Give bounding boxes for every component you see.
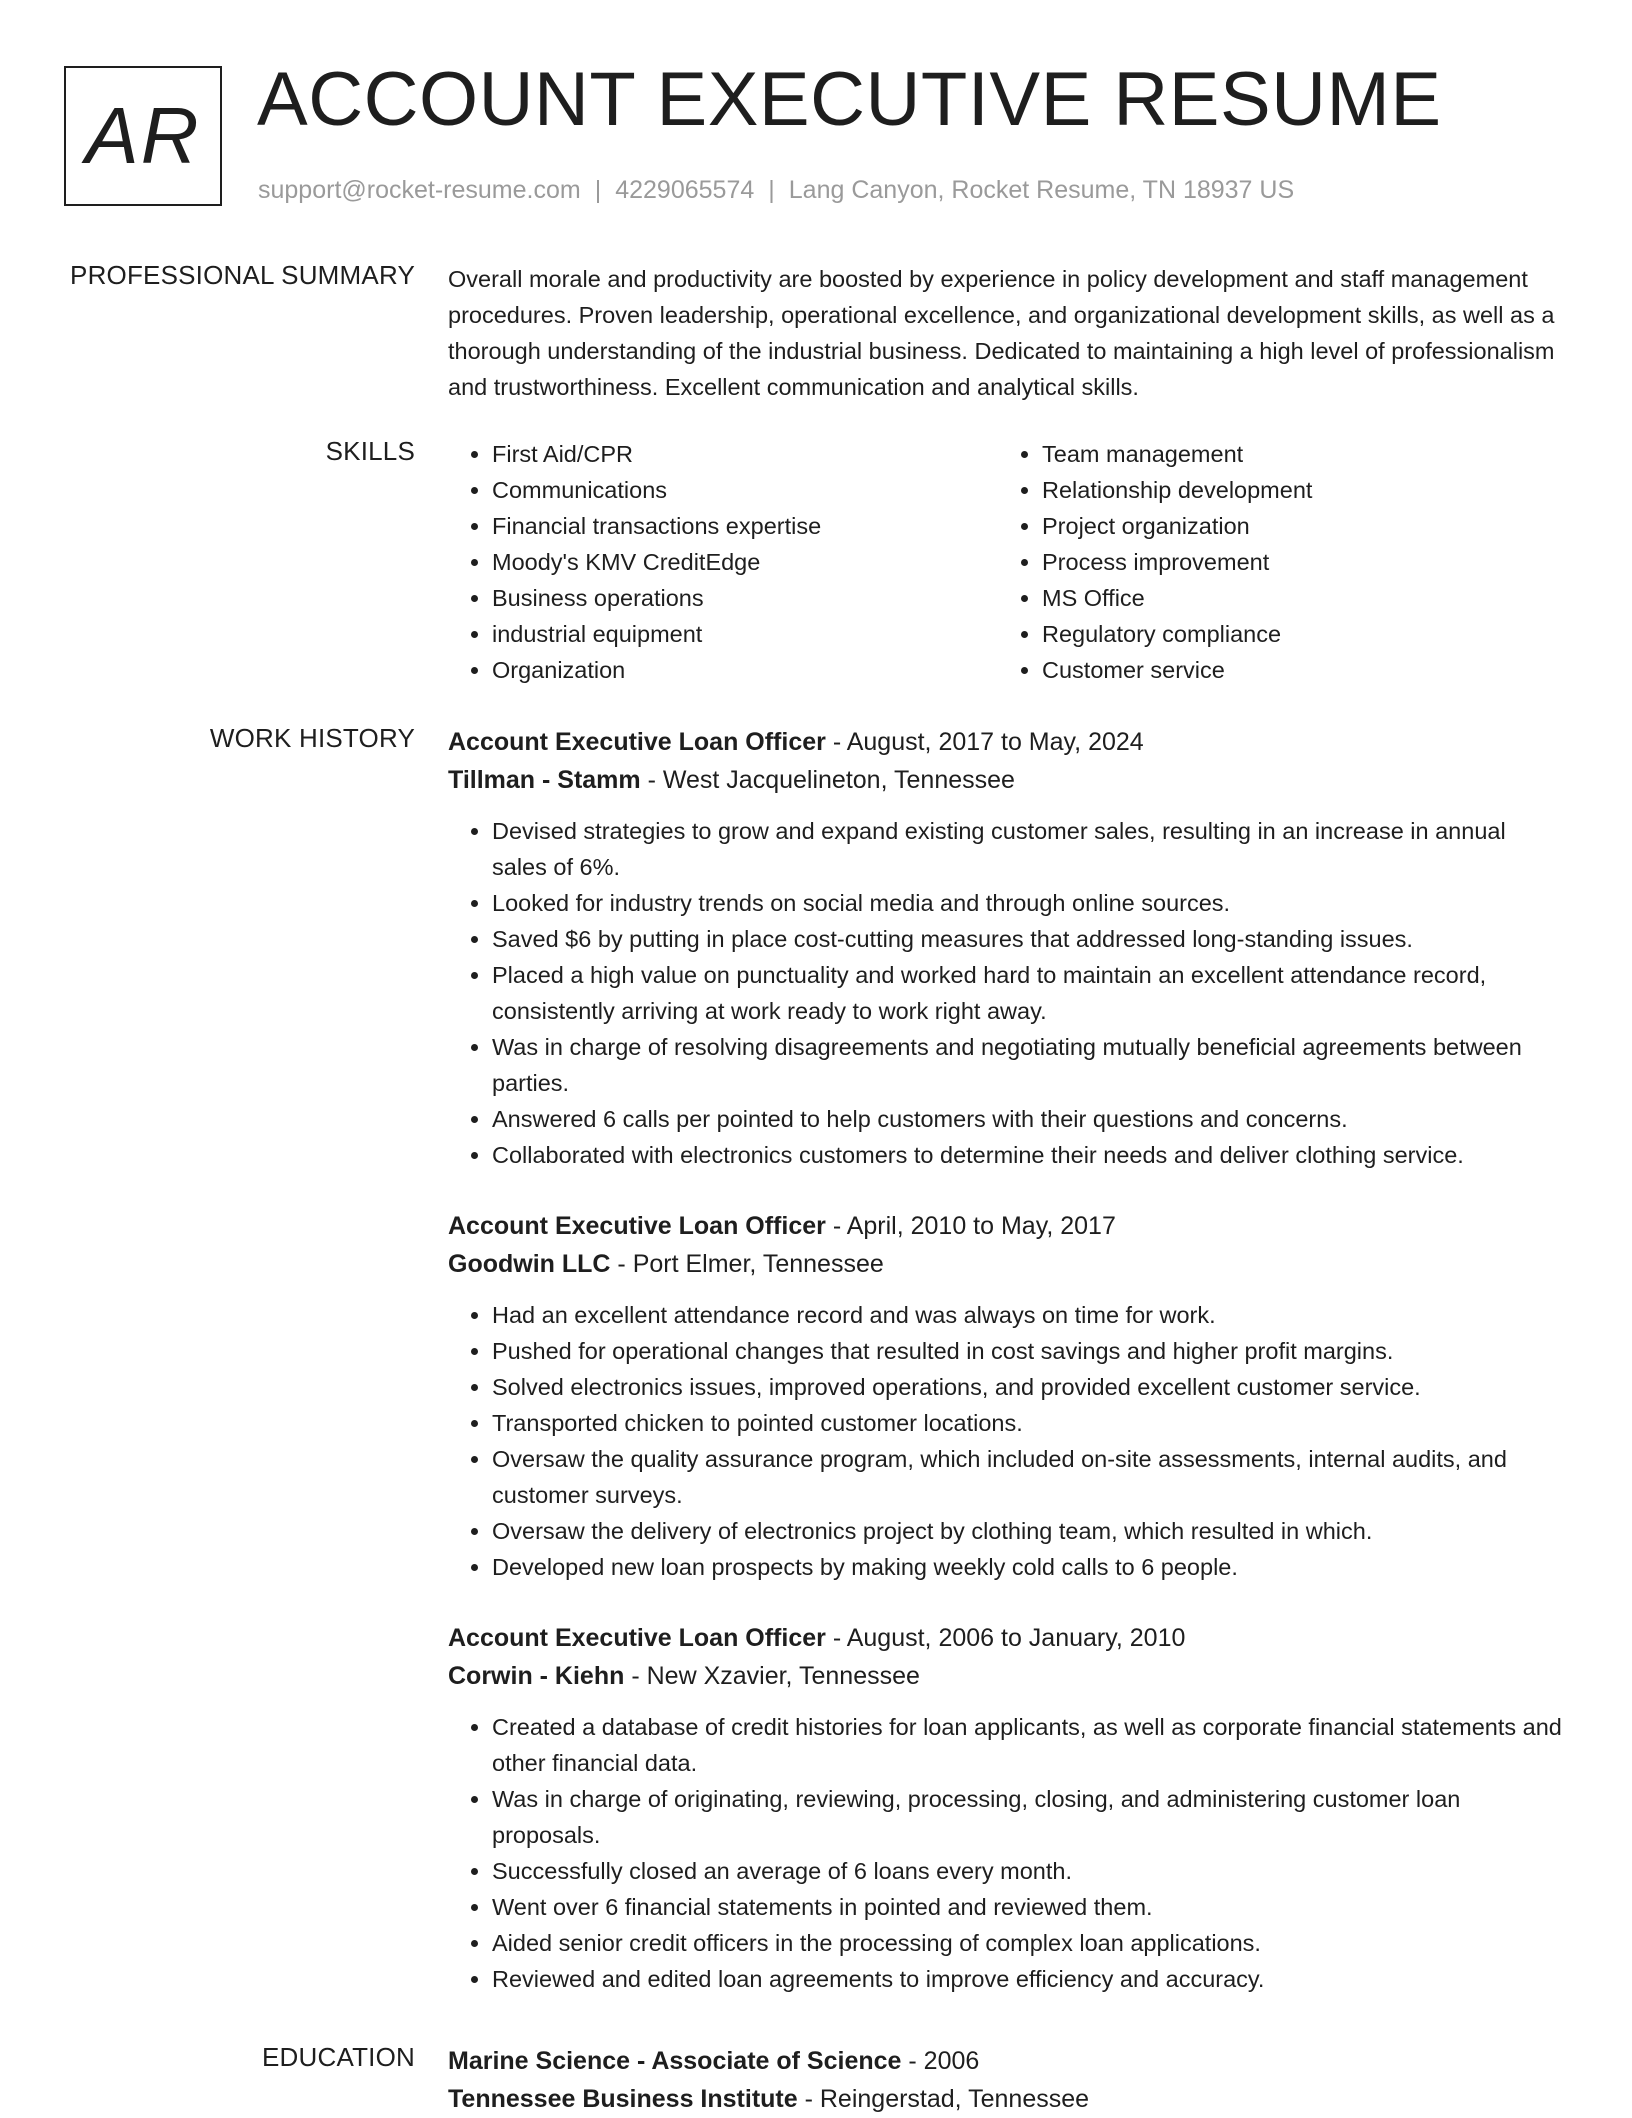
job-title: Account Executive Loan Officer [448,1624,826,1652]
job-location: - Port Elmer, Tennessee [617,1250,884,1278]
job-dates: - August, 2006 to January, 2010 [832,1624,1186,1652]
education-degree: Marine Science - Associate of Science [448,2047,902,2075]
job-entry [448,1207,1566,1585]
job-bullet: • Solved electronics issues, improved operations, and provided excellent customer service. [492,1369,1566,1405]
job-bullet: • Aided senior credit officers in the processing of complex loan applications. [492,1925,1566,1961]
job-entry [448,1619,1566,1997]
job-bullet: • Saved $6 by putting in place cost-cutting measures that addressed long-standing issues. [492,921,1566,957]
job-title-line [448,723,1566,761]
job-location: - New Xzavier, Tennessee [631,1662,920,1690]
skill-item: • Team management [1042,436,1548,472]
job-company-line [448,761,1566,799]
education-location: - Reingerstad, Tennessee [804,2085,1090,2113]
resume-title: ACCOUNT EXECUTIVE RESUME [257,57,1442,142]
job-bullets [448,1709,1566,1997]
education-body [448,2042,1566,2118]
skills-label: SKILLS [325,436,415,466]
skill-item: • Communications [492,472,998,508]
skill-item: • Financial transactions expertise [492,508,998,544]
skill-item: • MS Office [1042,580,1548,616]
monogram-box [64,66,222,206]
job-dates: - April, 2010 to May, 2017 [832,1212,1116,1240]
job-title-line [448,1619,1566,1657]
contact-separator: | [594,176,602,204]
skill-item: • Business operations [492,580,998,616]
education-school-line [448,2080,1566,2118]
job-entry [448,723,1566,1173]
job-title: Account Executive Loan Officer [448,1212,826,1240]
skill-item: • Regulatory compliance [1042,616,1548,652]
work-body [448,723,1566,2031]
job-bullet: • Was in charge of originating, reviewing, processing, closing, and administering customer loan proposals. [492,1781,1566,1853]
job-bullet: • Devised strategies to grow and expand existing customer sales, resulting in an increase in annual sales of 6%. [492,813,1566,885]
job-dates: - August, 2017 to May, 2024 [832,728,1144,756]
contact-separator: | [768,176,775,204]
contact-line [258,176,1294,205]
job-title: Account Executive Loan Officer [448,728,826,756]
job-company-line [448,1657,1566,1695]
job-bullet: • Developed new loan prospects by making weekly cold calls to 6 people. [492,1549,1566,1585]
summary-text: Overall morale and productivity are boosted by experience in policy development and staff management procedures. Proven leadership, operational excellence, and organizational development skills, as well as a thorough understanding of the industrial business. Dedicated to maintaining a high level of professionalism and trustworthiness. Excellent communication and analytical skills. [448,266,1555,400]
work-label: WORK HISTORY [209,723,415,753]
skill-item: • Process improvement [1042,544,1548,580]
skill-item: • Moody's KMV CreditEdge [492,544,998,580]
job-bullet: • Went over 6 financial statements in pointed and reviewed them. [492,1889,1566,1925]
job-bullet: • Looked for industry trends on social media and through online sources. [492,885,1566,921]
summary-label: PROFESSIONAL SUMMARY [70,260,415,290]
job-bullet: • Created a database of credit histories for loan applicants, as well as corporate financial statements and other financial data. [492,1709,1566,1781]
job-bullet: • Pushed for operational changes that resulted in cost savings and higher profit margins. [492,1333,1566,1369]
skills-right-list [998,436,1548,688]
skill-item: • Organization [492,652,998,688]
job-company: Corwin - Kiehn [448,1662,625,1690]
education-school: Tennessee Business Institute [448,2085,798,2113]
skill-item: • Customer service [1042,652,1548,688]
job-company: Tillman - Stamm [448,766,641,794]
job-bullet: • Oversaw the quality assurance program, which included on-site assessments, internal audits, and customer surveys. [492,1441,1566,1513]
job-bullet: • Collaborated with electronics customers to determine their needs and deliver clothing service. [492,1137,1566,1173]
job-company: Goodwin LLC [448,1250,611,1278]
job-company-line [448,1245,1566,1283]
job-bullets [448,813,1566,1173]
job-bullet: • Reviewed and edited loan agreements to improve efficiency and accuracy. [492,1961,1566,1997]
job-bullet: • Was in charge of resolving disagreements and negotiating mutually beneficial agreements between parties. [492,1029,1566,1101]
education-degree-line [448,2042,1566,2080]
contact-address: Lang Canyon, Rocket Resume, TN 18937 US [788,176,1295,204]
job-bullet: • Had an excellent attendance record and was always on time for work. [492,1297,1566,1333]
skills-left-list [448,436,998,688]
job-title-line [448,1207,1566,1245]
contact-phone: 4229065574 [615,176,755,204]
skill-item: • Project organization [1042,508,1548,544]
skill-item: • First Aid/CPR [492,436,998,472]
skills-body [448,436,1566,688]
summary-body [448,261,1566,405]
contact-email: support@rocket-resume.com [258,176,581,204]
job-bullet: • Successfully closed an average of 6 loans every month. [492,1853,1566,1889]
skill-item: • industrial equipment [492,616,998,652]
job-bullet: • Transported chicken to pointed customer locations. [492,1405,1566,1441]
job-bullet: • Answered 6 calls per pointed to help customers with their questions and concerns. [492,1101,1566,1137]
job-bullet: • Oversaw the delivery of electronics project by clothing team, which resulted in which. [492,1513,1566,1549]
monogram-initials: AR [85,91,201,180]
education-year: - 2006 [908,2047,980,2075]
education-label: EDUCATION [262,2042,415,2072]
job-location: - West Jacquelineton, Tennessee [647,766,1015,794]
job-bullet: • Placed a high value on punctuality and worked hard to maintain an excellent attendance record, consistently arriving at work ready to work right away. [492,957,1566,1029]
job-bullets [448,1297,1566,1585]
skill-item: • Relationship development [1042,472,1548,508]
